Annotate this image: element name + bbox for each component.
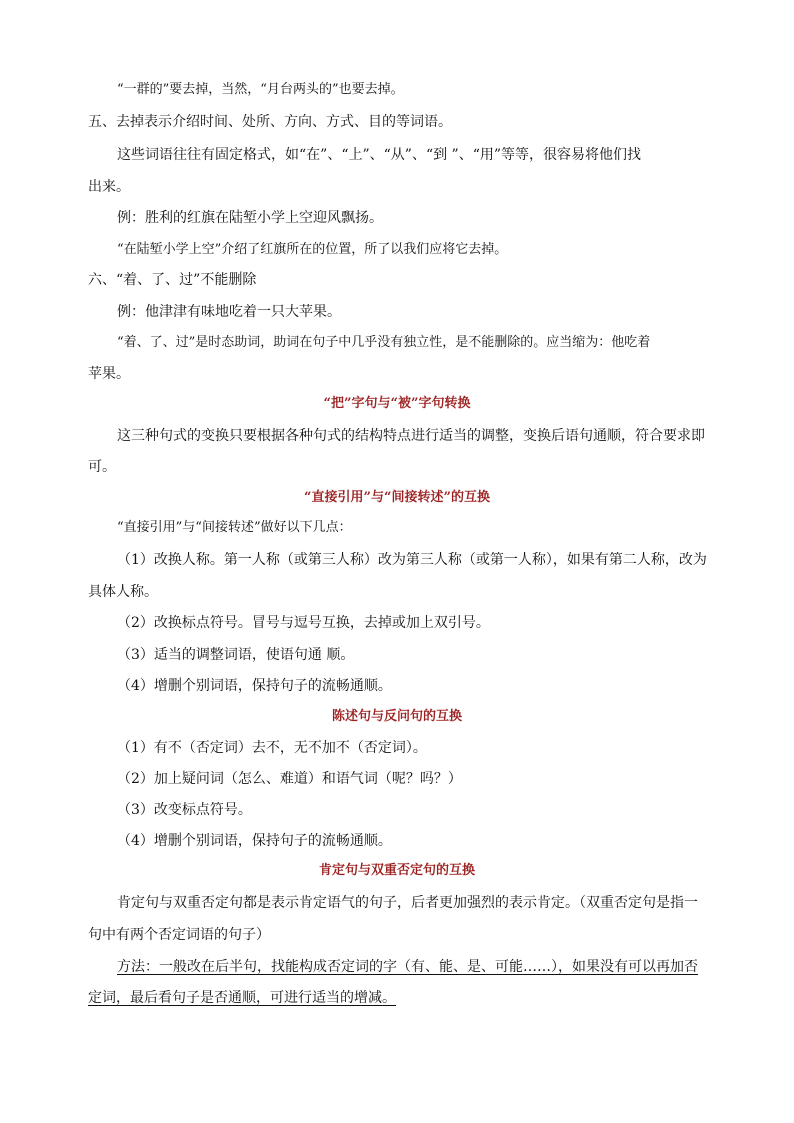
example-note: “一群的”要去掉，当然，“月台两头的”也要去掉。: [117, 82, 404, 97]
section-heading: 肯定句与双重否定句的互换: [318, 863, 475, 878]
example-note: “在陆堑小学上空”介绍了红旗所在的位置，所了以我们应将它去掉。: [117, 242, 508, 257]
section-heading: “把”字句与“被”字句转换: [323, 396, 471, 411]
section-heading: 陈述句与反问句的互换: [331, 709, 462, 724]
paragraph-line: 这三种句式的变换只要根据各种句式的结构特点进行适当的调整，变换后语句通顺，符合要求即: [117, 428, 705, 444]
rule-five-title: 五、去掉表示介绍时间、处所、方向、方式、目的等词语。: [88, 114, 452, 130]
method-line: 方法：一般改在后半句，找能构成否定词的字（有、能、是、可能……），如果没有可以再加否: [117, 959, 698, 975]
section-heading: “直接引用”与“间接转述”的互换: [304, 490, 490, 505]
list-item: （1）有不（否定词）去不，无不加不（否定词）。: [117, 740, 427, 756]
list-item-continuation: 具体人称。: [88, 584, 158, 600]
method-line: 定词，最后看句子是否通顺，可进行适当的增减。: [88, 990, 396, 1006]
paragraph-line: 苹果。: [88, 366, 130, 382]
list-item: （1）改换人称。第一人称（或第三人称）改为第三人称（或第一人称），如果有第二人称，改为: [117, 552, 707, 568]
list-item: （3）改变标点符号。: [117, 802, 252, 818]
paragraph-line: 出来。: [88, 179, 130, 195]
paragraph-line: 句中有两个否定词语的句子）: [88, 927, 270, 943]
list-item: （4）增删个别词语，保持句子的流畅通顺。: [117, 833, 392, 849]
example-sentence: 例：胜利的红旗在陆堑小学上空迎风飘扬。: [117, 210, 383, 226]
paragraph-line: “着、了、过”是时态助词，助词在句子中几乎没有独立性，是不能删除的。应当缩为：他吃着: [117, 335, 651, 350]
list-item: （3）适当的调整词语，使语句通 顺。: [117, 647, 355, 663]
paragraph-line: 可。: [88, 459, 116, 475]
rule-six-title: 六、“着、了、过”不能删除: [88, 272, 257, 288]
paragraph-line: “直接引用”与“间接转述”做好以下几点：: [117, 520, 352, 535]
example-sentence: 例：他津津有味地吃着一只大苹果。: [117, 304, 341, 320]
paragraph-line: 这些词语往往有固定格式，如“在”、“上”、“从”、“到 ”、“用”等等，很容易将他们找: [117, 147, 642, 163]
list-item: （2）改换标点符号。冒号与逗号互换，去掉或加上双引号。: [117, 615, 490, 631]
list-item: （4）增删个别词语，保持句子的流畅通顺。: [117, 678, 392, 694]
list-item: （2）加上疑问词（怎么、难道）和语气词（呢？吗？）: [117, 771, 462, 787]
paragraph-line: 肯定句与双重否定句都是表示肯定语气的句子，后者更加强烈的表示肯定。（双重否定句是指一: [117, 895, 698, 911]
